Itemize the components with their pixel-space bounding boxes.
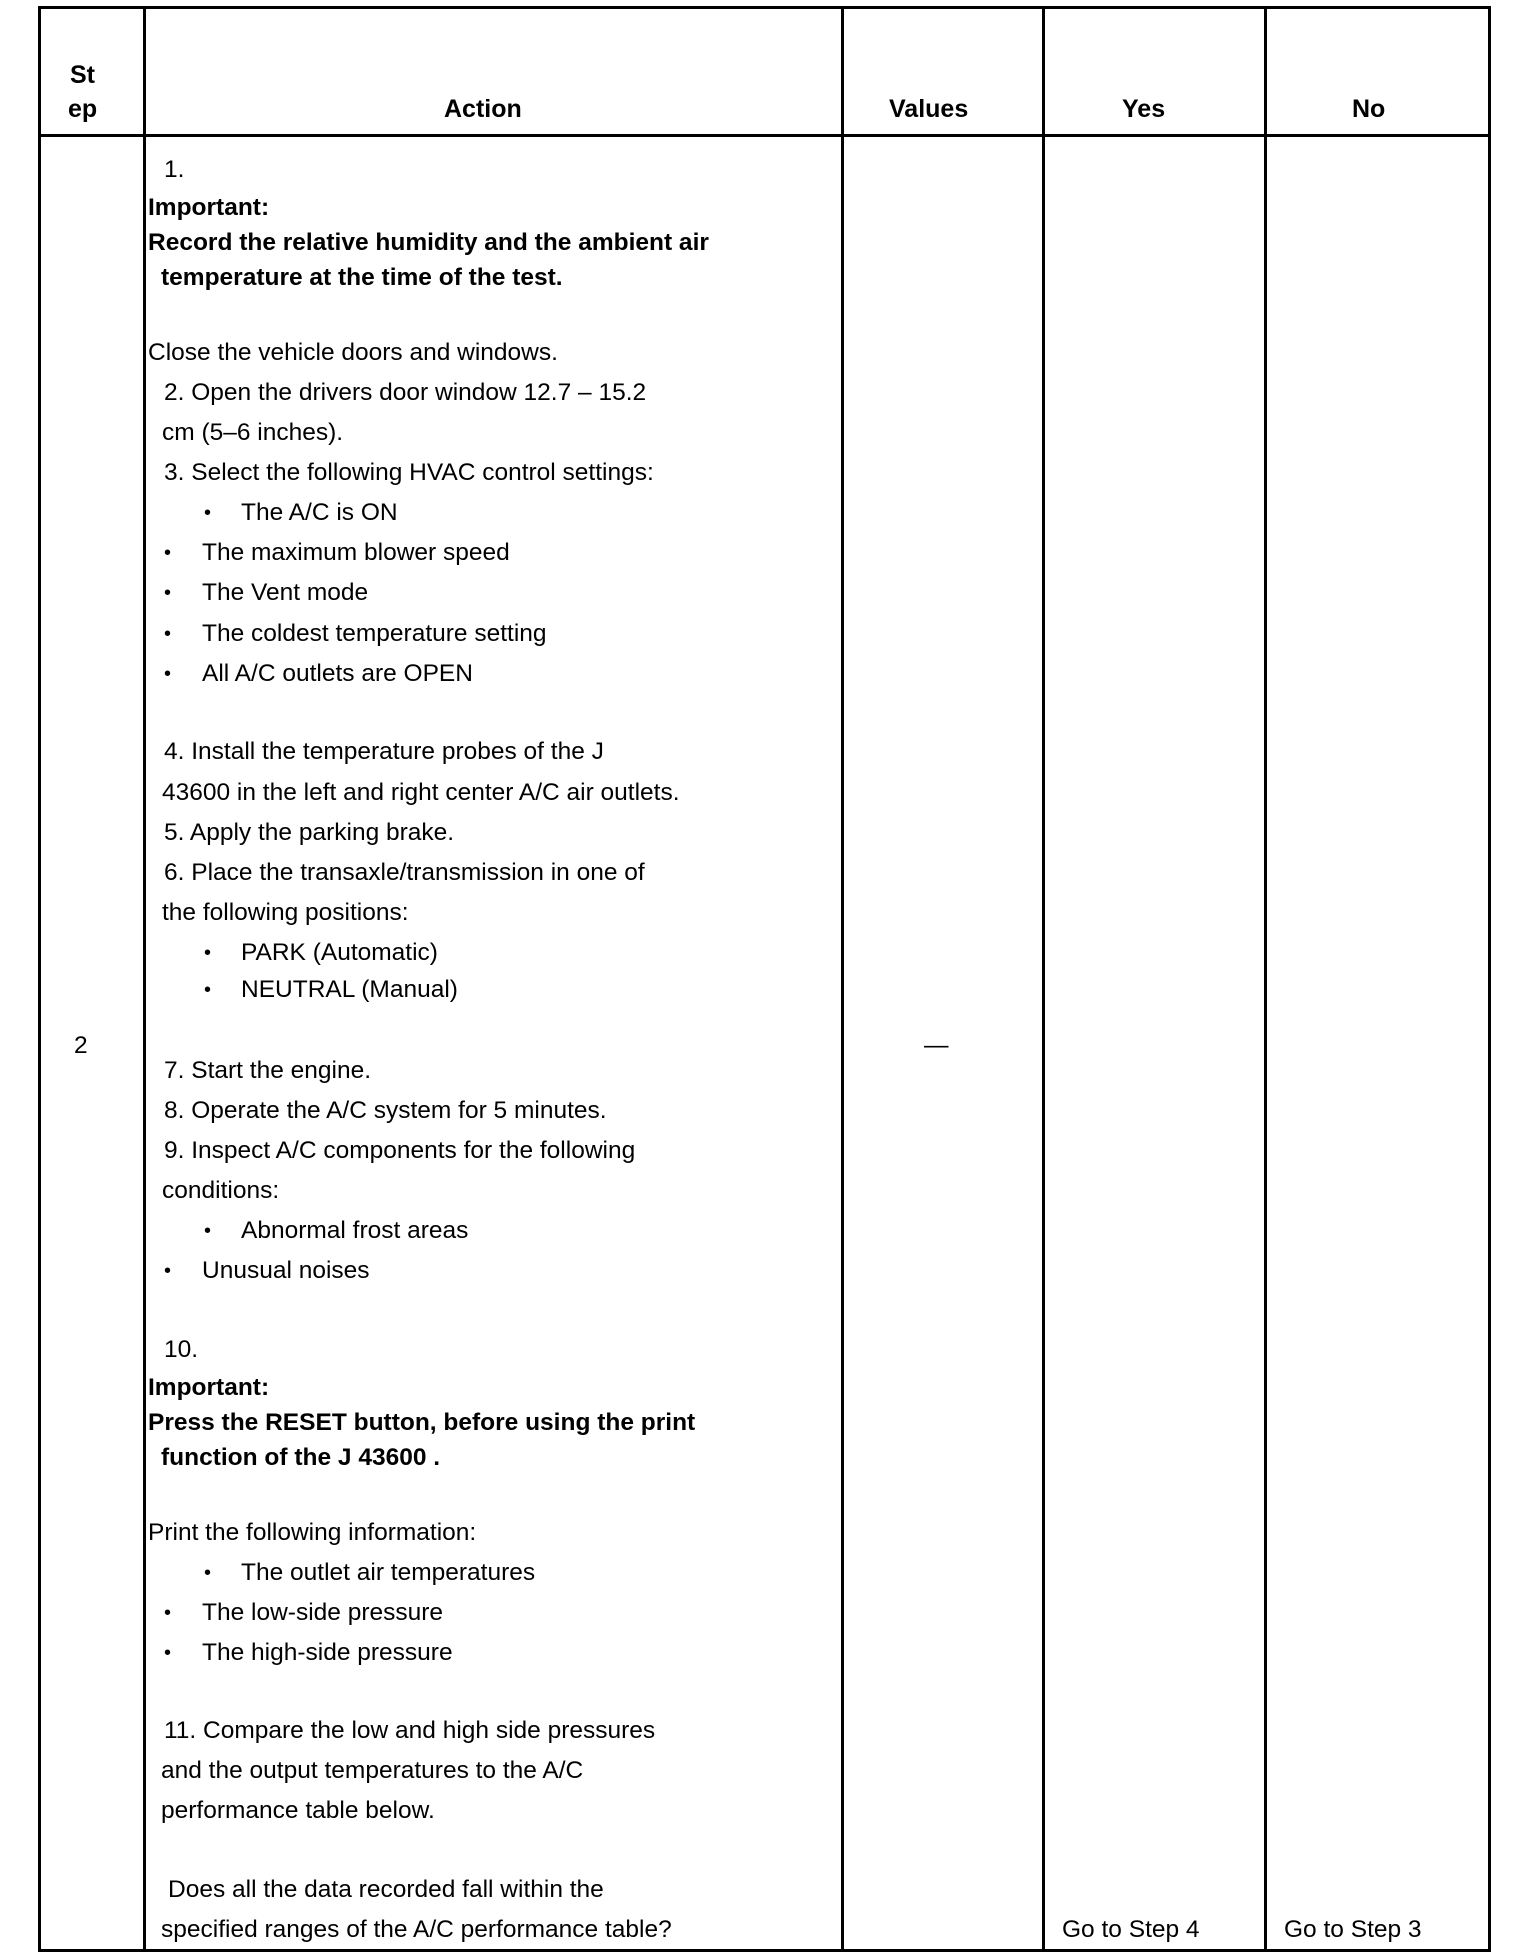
bullet-icon: • [164, 582, 172, 604]
table-border-right [1488, 6, 1491, 1952]
question-line1: Does all the data recorded fall within the [168, 1876, 604, 1903]
step-10-number: 10. [164, 1336, 199, 1363]
important-label: Important: [148, 1374, 270, 1401]
list-item: The Vent mode [202, 579, 369, 606]
header-action: Action [444, 95, 522, 123]
values-cell: — [924, 1032, 949, 1059]
step-2-line1: 2. Open the drivers door window 12.7 – 15.2 [164, 379, 647, 406]
table-border-left [38, 6, 41, 1952]
header-step-line1: St [70, 61, 95, 89]
list-item: The A/C is ON [241, 499, 398, 526]
col-divider-values [1042, 6, 1045, 1952]
step-9-line2: conditions: [162, 1177, 280, 1204]
step-11-line3: performance table below. [161, 1797, 435, 1824]
list-item: The low-side pressure [202, 1599, 444, 1626]
header-no: No [1352, 95, 1386, 123]
important-note-line1: Press the RESET button, before using the print [148, 1409, 696, 1436]
table-border-top [38, 6, 1491, 9]
list-item: Abnormal frost areas [241, 1217, 469, 1244]
step-9-line1: 9. Inspect A/C components for the following [164, 1137, 636, 1164]
header-yes: Yes [1122, 95, 1166, 123]
important-note-line2: temperature at the time of the test. [161, 264, 563, 291]
step-5: 5. Apply the parking brake. [164, 819, 455, 846]
header-row-divider [38, 134, 1491, 137]
bullet-icon: • [164, 1260, 172, 1282]
step-6-line2: the following positions: [162, 899, 409, 926]
step-11-line1: 11. Compare the low and high side pressures [164, 1717, 656, 1744]
bullet-icon: • [204, 1220, 212, 1242]
bullet-icon: • [164, 663, 172, 685]
list-item: NEUTRAL (Manual) [241, 976, 458, 1003]
important-note-line2: function of the J 43600 . [161, 1444, 441, 1471]
list-item: The outlet air temperatures [241, 1559, 536, 1586]
step-number: 2 [74, 1032, 88, 1059]
bullet-icon: • [164, 623, 172, 645]
header-values: Values [889, 95, 969, 123]
header-step-line2: ep [68, 95, 98, 123]
col-divider-yes [1264, 6, 1267, 1952]
step-4-line1: 4. Install the temperature probes of the J [164, 738, 604, 765]
yes-cell: Go to Step 4 [1062, 1916, 1200, 1943]
important-note-line1: Record the relative humidity and the ambient air [148, 229, 709, 256]
step-1-number: 1. [164, 156, 185, 183]
step-1-text: Close the vehicle doors and windows. [148, 339, 558, 366]
step-7: 7. Start the engine. [164, 1057, 372, 1084]
no-cell: Go to Step 3 [1284, 1916, 1422, 1943]
step-4-line2: 43600 in the left and right center A/C air outlets. [162, 779, 680, 806]
important-label: Important: [148, 194, 270, 221]
list-item: The coldest temperature setting [202, 620, 547, 647]
step-6-line1: 6. Place the transaxle/transmission in one of [164, 859, 645, 886]
step-8: 8. Operate the A/C system for 5 minutes. [164, 1097, 607, 1124]
table-border-bottom [38, 1949, 1491, 1952]
bullet-icon: • [164, 542, 172, 564]
list-item: The high-side pressure [202, 1639, 453, 1666]
step-3: 3. Select the following HVAC control settings: [164, 459, 654, 486]
bullet-icon: • [204, 1562, 212, 1584]
step-11-line2: and the output temperatures to the A/C [161, 1757, 584, 1784]
list-item: The maximum blower speed [202, 539, 510, 566]
bullet-icon: • [164, 1642, 172, 1664]
bullet-icon: • [204, 979, 212, 1001]
step-2-line2: cm (5–6 inches). [162, 419, 344, 446]
step-10-text: Print the following information: [148, 1519, 477, 1546]
bullet-icon: • [164, 1602, 172, 1624]
col-divider-action [841, 6, 844, 1952]
list-item: All A/C outlets are OPEN [202, 660, 473, 687]
bullet-icon: • [204, 942, 212, 964]
bullet-icon: • [204, 502, 212, 524]
list-item: Unusual noises [202, 1257, 370, 1284]
question-line2: specified ranges of the A/C performance table? [161, 1916, 672, 1943]
list-item: PARK (Automatic) [241, 939, 438, 966]
col-divider-step [143, 6, 146, 1952]
